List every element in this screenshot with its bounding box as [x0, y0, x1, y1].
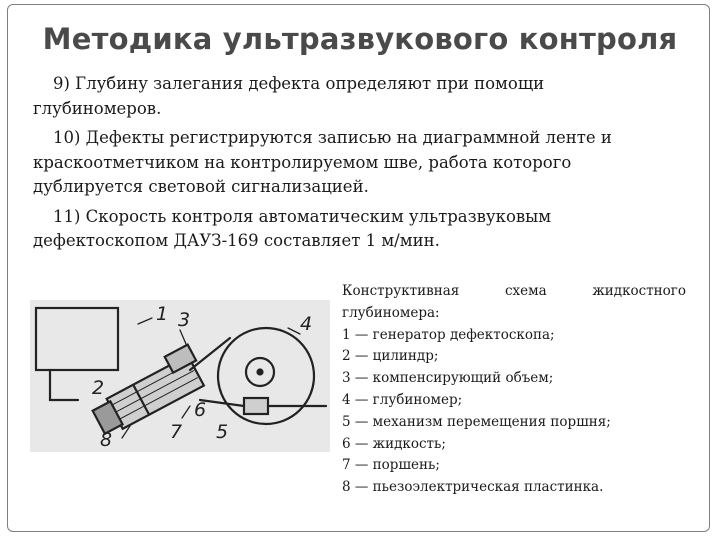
caption-item-3: 3 — компенсирующий объем;: [342, 370, 554, 387]
caption-item-2: 2 — цилиндр;: [342, 348, 439, 365]
piston-mechanism: [244, 398, 268, 414]
depth-gauge-diagram: [30, 300, 330, 452]
linkage-lower: [200, 400, 244, 406]
label-8: 8: [100, 429, 113, 451]
leader-1: [138, 318, 152, 324]
label-5: 5: [216, 421, 229, 443]
generator-box: [36, 308, 118, 370]
label-3: 3: [178, 309, 191, 331]
caption-item-1: 1 — генератор дефектоскопа;: [342, 326, 555, 343]
label-7: 7: [170, 421, 183, 443]
caption-title-line-2: глубиномера:: [342, 304, 440, 321]
paragraph-9: 9) Глубину залегания дефекта определяют при помощи глубиномеров.: [33, 74, 545, 118]
label-1: 1: [156, 303, 169, 325]
figure-caption: [342, 281, 686, 499]
diagram-drawing: [30, 300, 330, 452]
leader-3: [180, 330, 186, 344]
caption-item-8: 8 — пьезоэлектрическая пластинка.: [342, 479, 604, 496]
caption-item-5: 5 — механизм перемещения поршня;: [342, 413, 611, 430]
caption-title-line-1: Конструктивная схема жидкостного: [342, 283, 686, 299]
slide-body: [33, 72, 673, 259]
label-6: 6: [194, 399, 207, 421]
connecting-wire: [50, 370, 78, 400]
leader-6: [182, 406, 190, 418]
cylinder: [91, 356, 207, 438]
paragraph-11: 11) Скорость контроля автоматическим ультразвуковым дефектоскопом ДАУЗ-169 составляет 1 м/мин.: [33, 206, 552, 250]
slide-title: Методика ультразвукового контроля: [42, 22, 678, 56]
label-4: 4: [300, 313, 313, 335]
caption-item-7: 7 — поршень;: [342, 457, 440, 474]
label-2: 2: [92, 377, 105, 399]
caption-item-6: 6 — жидкость;: [342, 435, 446, 452]
paragraph-10: 10) Дефекты регистрируются записью на диаграммной ленте и краскоотметчиком на контролируемом шве, работа которого дублируется световой сигнализацией.: [33, 128, 612, 196]
caption-item-4: 4 — глубиномер;: [342, 391, 463, 408]
